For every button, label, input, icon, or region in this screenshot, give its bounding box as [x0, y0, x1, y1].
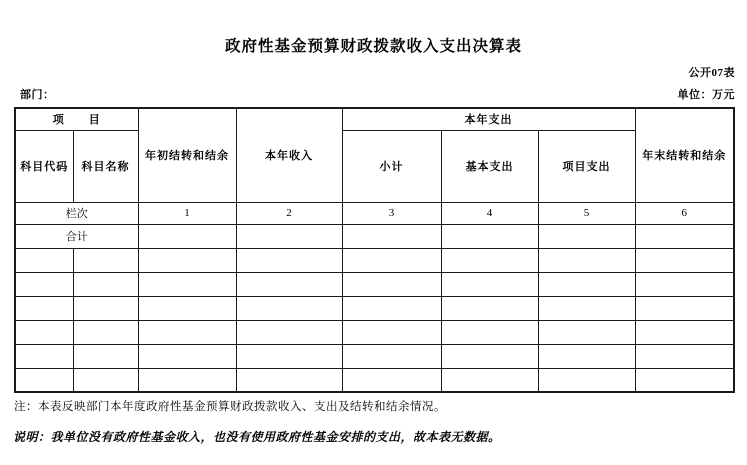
- empty-cell: [441, 296, 538, 320]
- total-cell: [441, 224, 538, 248]
- header-subtotal: 小计: [342, 130, 441, 202]
- empty-cell: [635, 272, 734, 296]
- empty-cell: [15, 368, 73, 392]
- empty-cell: [342, 296, 441, 320]
- header-row-1: [15, 108, 734, 130]
- department-label: 部门：: [20, 89, 55, 101]
- empty-cell: [538, 296, 635, 320]
- empty-data-row: [15, 320, 734, 344]
- empty-cell: [138, 296, 236, 320]
- empty-cell: [342, 248, 441, 272]
- empty-cell: [73, 320, 138, 344]
- empty-cell: [15, 248, 73, 272]
- empty-data-row: [15, 272, 734, 296]
- empty-cell: [635, 320, 734, 344]
- empty-cell: [236, 320, 342, 344]
- empty-cell: [73, 272, 138, 296]
- empty-cell: [15, 296, 73, 320]
- empty-cell: [441, 320, 538, 344]
- table-code-label: 公开07表: [688, 67, 735, 79]
- header-project-expenditure: 项目支出: [538, 130, 635, 202]
- index-value: 4: [441, 202, 538, 224]
- header-current-expenditure: 本年支出: [342, 108, 635, 130]
- index-value: 6: [635, 202, 734, 224]
- empty-cell: [538, 368, 635, 392]
- empty-cell: [441, 344, 538, 368]
- empty-cell: [441, 248, 538, 272]
- empty-cell: [138, 272, 236, 296]
- header-basic-expenditure: 基本支出: [441, 130, 538, 202]
- header-current-income: 本年收入: [236, 108, 342, 202]
- total-row: [15, 224, 734, 248]
- total-cell: [236, 224, 342, 248]
- empty-cell: [73, 296, 138, 320]
- empty-cell: [73, 248, 138, 272]
- empty-cell: [538, 248, 635, 272]
- empty-data-row: [15, 296, 734, 320]
- empty-cell: [73, 344, 138, 368]
- empty-cell: [635, 296, 734, 320]
- empty-cell: [15, 344, 73, 368]
- empty-cell: [236, 344, 342, 368]
- header-closing-balance: 年末结转和结余: [635, 108, 734, 202]
- empty-cell: [538, 272, 635, 296]
- fiscal-table-body: [15, 108, 734, 392]
- header-row-2: [15, 130, 734, 202]
- empty-cell: [138, 344, 236, 368]
- empty-cell: [138, 248, 236, 272]
- empty-cell: [138, 320, 236, 344]
- empty-cell: [342, 344, 441, 368]
- index-value: 2: [236, 202, 342, 224]
- total-cell: [635, 224, 734, 248]
- header-subject-code: 科目代码: [15, 130, 73, 202]
- empty-cell: [441, 272, 538, 296]
- empty-data-row: [15, 248, 734, 272]
- empty-cell: [236, 368, 342, 392]
- empty-cell: [236, 248, 342, 272]
- fiscal-table: [14, 107, 735, 393]
- total-row-label: 合计: [15, 224, 138, 248]
- note-text: 注：本表反映部门本年度政府性基金预算财政拨款收入、支出及结转和结余情况。: [14, 401, 446, 413]
- empty-data-row: [15, 344, 734, 368]
- header-subject-name: 科目名称: [73, 130, 138, 202]
- empty-data-row: [15, 368, 734, 392]
- empty-cell: [441, 368, 538, 392]
- empty-cell: [236, 272, 342, 296]
- empty-cell: [635, 248, 734, 272]
- empty-cell: [138, 368, 236, 392]
- total-cell: [138, 224, 236, 248]
- page-title: 政府性基金预算财政拨款收入支出决算表: [224, 38, 522, 55]
- index-value: 1: [138, 202, 236, 224]
- empty-cell: [342, 272, 441, 296]
- unit-label: 单位：万元: [677, 89, 735, 101]
- empty-cell: [538, 344, 635, 368]
- statement-text: 说明：我单位没有政府性基金收入，也没有使用政府性基金安排的支出，故本表无数据。: [13, 430, 501, 444]
- empty-cell: [635, 368, 734, 392]
- empty-cell: [538, 320, 635, 344]
- empty-cell: [342, 320, 441, 344]
- empty-cell: [635, 344, 734, 368]
- index-value: 3: [342, 202, 441, 224]
- index-value: 5: [538, 202, 635, 224]
- empty-cell: [342, 368, 441, 392]
- total-cell: [342, 224, 441, 248]
- total-cell: [538, 224, 635, 248]
- header-project: 项 目: [15, 108, 138, 130]
- header-opening-balance: 年初结转和结余: [138, 108, 236, 202]
- index-row-label: 栏次: [15, 202, 138, 224]
- column-index-row: [15, 202, 734, 224]
- empty-cell: [236, 296, 342, 320]
- empty-cell: [73, 368, 138, 392]
- empty-cell: [15, 272, 73, 296]
- empty-cell: [15, 320, 73, 344]
